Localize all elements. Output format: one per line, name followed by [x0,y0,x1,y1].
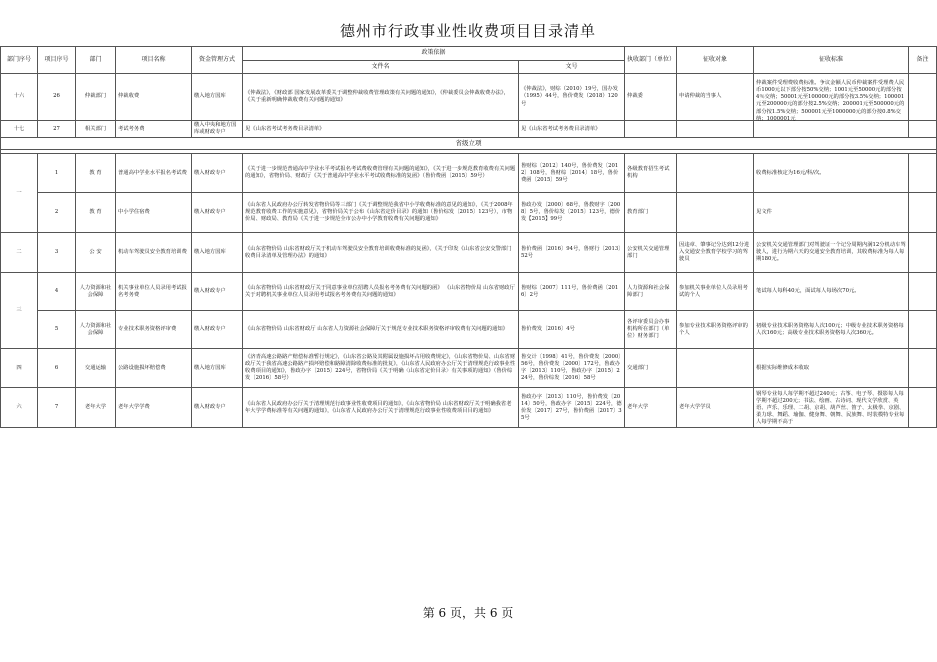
exec-dept-cell: 各级教育招生考试机构 [625,154,677,193]
header-standard: 征收标准 [754,47,909,74]
table-row [1,154,937,193]
target-cell: 参加专业技术职务资格评审的个人 [677,311,754,349]
dept-seq-cell: 一 [1,154,38,233]
dept-seq-cell: 十六 [1,74,38,121]
file-name-cell: 《山东省物价局 山东省财政厅 山东省人力资源社会保障厅关于规范专业技术职务资格评审收费有关问题的通知》 [243,311,519,349]
target-cell: 申请仲裁的当事人 [677,74,754,121]
fund-mgmt-cell: 缴入地方国库 [192,349,243,388]
doc-no-text: 鲁交计〔1998〕41号，鲁价费发〔2000〕56号，鲁价费发〔2000〕172号，鲁政办字〔2013〕110号，鲁政办字〔2015〕224号，鲁价综发〔2016〕58号 [521,354,621,382]
standard-cell: 公安机关交通管理部门对驾驶证一个记分周期内满12分机动车驾驶人，进行为期六天的交通安全教育培训，其收费标准为每人每期180元。 [754,233,909,273]
doc-no-cell: 鲁价费函〔2016〕94号，鲁财行〔2013〕52号 [519,233,625,273]
note-cell [909,193,937,233]
exec-dept-cell: 公安机关交通管理部门 [625,233,677,273]
file-name-cell: 《山东省物价局 山东省财政厅关于机动车驾驶员安全教育培训收费标准的复函》，《关于印发《山东省公安交警部门收费目录清单及管理办法》的通知》 [243,233,519,273]
table-row [1,311,937,349]
note-cell [909,349,937,388]
page-title: 德州市行政事业性收费项目目录清单 [339,22,596,40]
dept-cell: 教 育 [76,193,116,233]
fund-mgmt-cell: 缴入地方国库 [192,233,243,273]
dept-seq-cell: 六 [1,388,38,428]
fund-mgmt-cell: 缴入中央和地方国库或财政专户 [192,121,243,138]
dept-cell: 相关部门 [76,121,116,138]
file-name-cell: 《山东省人民政府办公厅关于清理规范行政事业性收费项目的通知》，《山东省物价局 山东省财政厅关于明确我省老年大学学费标准等有关问题的通知》，《山东省人民政府办公厅关于清理规范行政事业性收费项目目的通知》 [243,388,519,428]
file-name-cell [243,193,519,233]
fund-mgmt-cell: 缴入财政专户 [192,311,243,349]
fund-mgmt-cell: 缴入财政专户 [192,154,243,193]
doc-no-cell: 见《山东省考试考务费目录清单》 [519,121,625,138]
doc-no-cell: 鲁政办字〔2013〕110号，鲁价费发〔2014〕50号，鲁政办字〔2015〕224号，德价发〔2017〕27号，鲁价费函〔2017〕35号 [519,388,625,428]
file-name-cell: 见《山东省考试考务费目录清单》 [243,121,519,138]
table-row [1,74,937,121]
standard-cell: 收费标准核定为16元/科/次。 [754,154,909,193]
dept-cell: 公 安 [76,233,116,273]
table-row [1,388,937,428]
target-cell [677,193,754,233]
header-item-seq: 项目序号 [38,47,76,74]
item-seq-cell: 4 [38,273,76,311]
doc-no-cell: 《仲裁法》，财综（2010）19号，国办发（1995）44号，鲁价费发（2018）120号 [519,74,625,121]
dept-seq-cell: 二 [1,233,38,273]
file-name-cell: 《山东省物价局 山东省财政厅关于同意事业单位招聘人员报名考务费有关问题的函》 《山东省物价局 山东省财政厅关于对聘机关事业单位人员录用考试报名考务费有关问题的通知》 [243,273,519,311]
note-cell [909,74,937,121]
dept-cell: 仲裁部门 [76,74,116,121]
file-name-text: 《济青高速公路路产赔偿标准暂行规定》，《山东省公路及其附属设施损坏占用收费规定》，《山东省物价局、山东省财政厅关于我省高速公路路产损坏赔偿和路障清除收费标准的批复》，《山东省人民政府办公厅关于清理规范行政事业性收费项目的通知》，鲁政办字〔2015〕224号，省物价局《关于明确〈山东省定价目录〉有关事项的通知》（鲁价综发〔2016〕58号） [245,354,516,382]
doc-no-cell [519,349,625,388]
file-name-text: 《山东省人民政府办公厅转发省物价局等三部门《关于调整规范我省中小学收费标准的意见的通知》，《关于2008年规范教育收费工作的实施意见》，省物价局关于公布《山东省定价目录》的通知（鲁价综发〔2015〕123号），市物价局、财政局、教育局《关于进一步规范全市公办中小学教育收费有关问题的通知》 [245,202,513,223]
item-seq-cell: 2 [38,193,76,233]
note-cell [909,388,937,428]
note-cell [909,121,937,138]
note-cell [909,233,937,273]
header-item-name: 项目名称 [116,47,192,74]
target-cell: 老年大学学员 [677,388,754,428]
standard-cell: 根据实际维修成本收取 [754,349,909,388]
exec-dept-cell: 仲裁委 [625,74,677,121]
doc-no-cell: 鲁财综〔2007〕111号，鲁价费函〔2016〕2号 [519,273,625,311]
standard-cell: 见文件 [754,193,909,233]
doc-no-cell: 鲁价费发〔2016〕4号 [519,311,625,349]
fee-table [0,46,937,428]
item-name-cell: 公路设施损坏赔偿费 [116,349,192,388]
exec-dept-cell: 人力资源和社会保障部门 [625,273,677,311]
doc-no-cell: 鲁政办发〔2000〕68号，鲁教财字〔2008〕5号，鲁价综发〔2015〕123号，德价发【2015】99号 [519,193,625,233]
dept-cell: 教 育 [76,154,116,193]
standard-cell [754,388,909,428]
header-dept: 部门 [76,47,116,74]
item-name-cell: 仲裁收费 [116,74,192,121]
target-cell [677,349,754,388]
section-label: 省级立项 [1,138,937,150]
dept-cell: 人力资源和社会保障 [76,273,116,311]
item-seq-cell: 6 [38,349,76,388]
item-name-cell: 机关事业单位人员录用考试报名考务费 [116,273,192,311]
standard-cell [754,74,909,121]
table-row [1,349,937,388]
exec-dept-cell: 老年大学 [625,388,677,428]
fund-mgmt-cell: 缴入地方国库 [192,74,243,121]
standard-text: 钢琴专业每人每学期不超过240元；古筝、电子琴、摄影每人每学期不超过200元；书法、绘画、古诗词、现代文学欣赏、英语、声乐、乐理、二胡、京胡、葫芦丝、笛子、太极拳、京剧、柔力球、舞蹈、瑜伽、健身舞、朝舞、民族舞、时装模特专业每人每学期不高于 [756,390,905,426]
header-target: 征收对象 [677,47,754,74]
dept-cell: 交通运输 [76,349,116,388]
file-name-cell: 《仲裁法》，《财政部 国家发展改革委关于调整仲裁收费管理政策有关问题的通知》，《仲裁委员会仲裁收费办法》，《关于重新明确仲裁收费有关问题的通知》 [243,74,519,121]
header-policy-basis: 政策依据 [243,47,625,61]
doc-no-cell: 鲁财综〔2012〕140号，鲁价费发〔2012〕108号，鲁财综〔2014〕18号，鲁价费函〔2015〕59号 [519,154,625,193]
item-name-cell: 老年大学学费 [116,388,192,428]
standard-text: 仲裁案件受理费收费标准。争议金额人民币仲裁案件受理费人民币1000元以下部分按50%交纳；1001元至50000元的部分按4％交纳；50001元至100000元的部分按3.5%交纳；100001元至200000元的部分按2.5%交纳；200001元至500000元的部分按1.5%交纳；500001元至1000000元的部分按0.8%交纳；1000001元 [756,80,905,122]
table-row [1,121,937,138]
item-seq-cell: 3 [38,233,76,273]
exec-dept-cell: 交通部门 [625,349,677,388]
item-name-cell: 中小学住宿费 [116,193,192,233]
standard-cell [754,121,909,138]
item-name-cell: 专业技术职务资格评审费 [116,311,192,349]
fund-mgmt-cell: 缴入财政专户 [192,193,243,233]
exec-dept-cell: 各评审委员会办事机构所在部门（单位）财务部门 [625,311,677,349]
target-cell [677,121,754,138]
page-footer: 第 6 页，共 6 页 [422,606,514,620]
item-name-cell: 考试考务费 [116,121,192,138]
standard-cell: 初级专业技术职务资格每人次100元；中级专业技术职务资格每人次160元；高级专业技术职务资格每人次360元。 [754,311,909,349]
item-seq-cell: 26 [38,74,76,121]
table-row [1,233,937,273]
fund-mgmt-cell: 缴入财政专户 [192,273,243,311]
note-cell [909,311,937,349]
target-cell: 参加机关事业单位人员录用考试的个人 [677,273,754,311]
item-seq-cell: 7 [38,388,76,428]
target-cell [677,154,754,193]
note-cell [909,154,937,193]
header-exec-dept: 执收部门（单位） [625,47,677,74]
table-row [1,193,937,233]
header-note: 备注 [909,47,937,74]
header-file-name: 文件名 [243,61,519,74]
file-name-cell [243,349,519,388]
item-name-cell: 普通高中学业水平报名考试费 [116,154,192,193]
item-seq-cell: 1 [38,154,76,193]
fund-mgmt-cell: 缴入财政专户 [192,388,243,428]
dept-seq-cell: 四 [1,349,38,388]
dept-seq-cell: 三 [1,273,38,349]
dept-cell: 老年大学 [76,388,116,428]
section-row [1,138,937,150]
dept-cell: 人力资源和社会保障 [76,311,116,349]
dept-seq-cell: 十七 [1,121,38,138]
note-cell [909,273,937,311]
header-fund-mgmt: 资金管理方式 [192,47,243,74]
file-name-cell: 《关于进一步规范普通高中学业水平考试报名考试费收费管理有关问题的通知》，《关于进一步规范教育收费有关问题的通知》，省物价局、财政厅《关于普通高中学业水平考试收费标准的复函》（鲁价费函〔2015〕59号） [243,154,519,193]
header-dept-seq: 部门序号 [1,47,38,74]
standard-cell: 笔试每人每科40元，面试每人每场次70元。 [754,273,909,311]
item-name-cell: 机动车驾驶员安全教育培训费 [116,233,192,273]
table-row [1,273,937,311]
item-seq-cell: 5 [38,311,76,349]
target-cell: 因违章、肇事记分达到12分进入交通安全教育学校学习的驾驶员 [677,233,754,273]
item-seq-cell: 27 [38,121,76,138]
exec-dept-cell: 教育部门 [625,193,677,233]
exec-dept-cell [625,121,677,138]
header-doc-no: 文号 [519,61,625,74]
